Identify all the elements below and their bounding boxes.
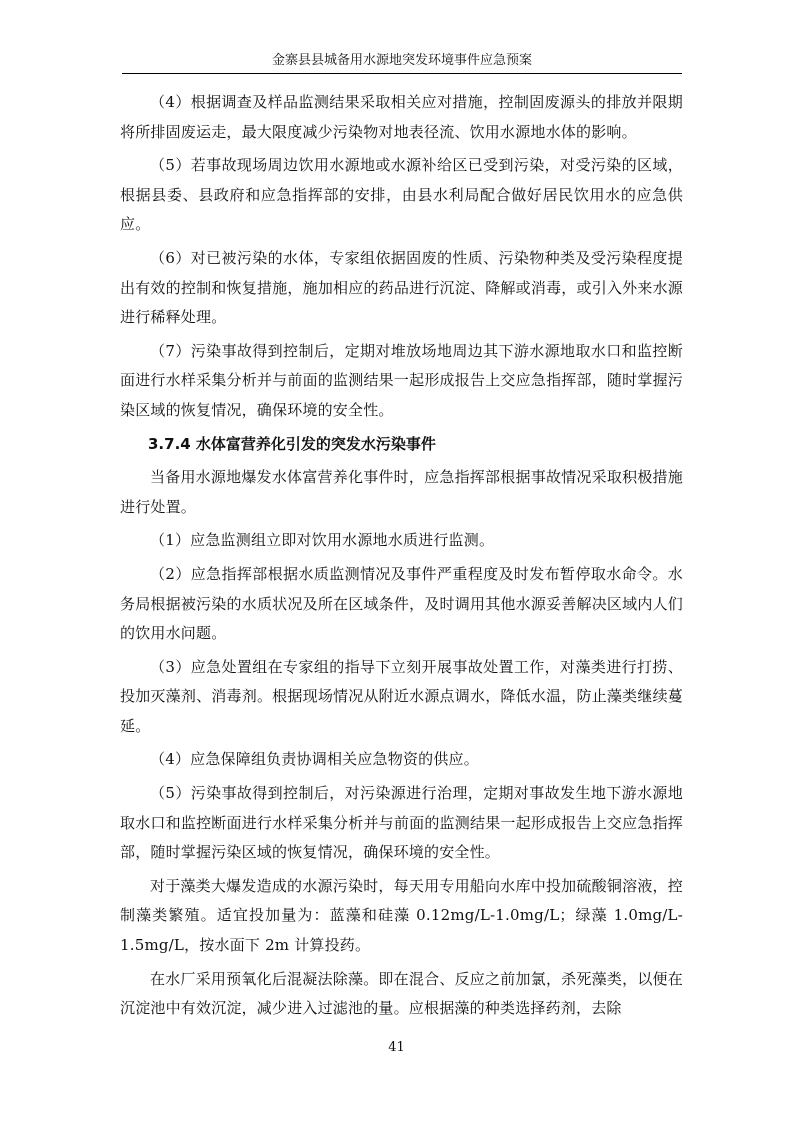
paragraph-5-treatment: （5）污染事故得到控制后，对污染源进行治理，定期对事故发生地下游水源地取水口和监控断面进行水样采集分析并与前面的监测结果一起形成报告上交应急指挥部，随时掌握污染区域的恢复情况，确保环境的安全性。 (120, 784, 683, 862)
paragraph-6-restoration: （6）对已被污染的水体，专家组依据固废的性质、污染物种类及受污染程度提出有效的控制和恢复措施，施加相应的药品进行沉淀、降解或消毒，或引入外来水源进行稀释处理。 (120, 248, 683, 327)
header-divider (122, 73, 682, 74)
section-heading: 3.7.4 水体富营养化引发的突发水污染事件 (148, 434, 436, 453)
document-body (120, 88, 683, 1028)
page-number: 41 (388, 1040, 405, 1055)
paragraph-preoxidation: 在水厂采用预氧化后混凝法除藻。即在混合、反应之前加氯，杀死藻类，以便在沉淀池中有效沉淀，减少进入过滤池的量。应根据藻的种类选择药剂，去除 (120, 969, 683, 1018)
paragraph-2-stop-intake: （2）应急指挥部根据水质监测情况及事件严重程度及时发布暂停取水命令。水务局根据被污染的水质状况及所在区域条件，及时调用其他水源妥善解决区域内人们的饮用水问题。 (120, 564, 683, 643)
paragraph-1-monitoring: （1）应急监测组立即对饮用水源地水质进行监测。 (150, 531, 495, 550)
paragraph-copper-sulfate: 对于藻类大爆发造成的水源污染时，每天用专用船向水库中投加硫酸铜溶液，控制藻类繁殖。适宜投加量为：蓝藻和硅藻 0.12mg/L-1.0mg/L；绿藻 1.0mg/L-1.5mg/L，按水面下 2m 计算投药。 (120, 876, 683, 955)
paragraph-7-monitoring: （7）污染事故得到控制后，定期对堆放场地周边其下游水源地取水口和监控断面进行水样采集分析并与前面的监测结果一起形成报告上交应急指挥部，随时掌握污染区域的恢复情况，确保环境的安全性。 (120, 341, 683, 419)
paragraph-3-algae-removal: （3）应急处置组在专家组的指导下立刻开展事故处置工作，对藻类进行打捞、投加灭藻剂、消毒剂。根据现场情况从附近水源点调水，降低水温，防止藻类继续蔓延。 (120, 657, 683, 735)
paragraph-4-supplies: （4）应急保障组负责协调相关应急物资的供应。 (150, 750, 479, 769)
paragraph-4-solid-waste: （4）根据调查及样品监测结果采取相关应对措施，控制固废源头的排放并限期将所排固废运走，最大限度减少污染物对地表径流、饮用水源地水体的影响。 (120, 93, 683, 141)
paragraph-5-water-supply: （5）若事故现场周边饮用水源地或水源补给区已受到污染，对受污染的区域，根据县委、县政府和应急指挥部的安排，由县水利局配合做好居民饮用水的应急供应。 (120, 156, 683, 234)
running-header: 金寨县县城备用水源地突发环境事件应急预案 (271, 53, 532, 68)
paragraph-intro: 当备用水源地爆发水体富营养化事件时，应急指挥部根据事故情况采取积极措施进行处置。 (120, 468, 683, 516)
